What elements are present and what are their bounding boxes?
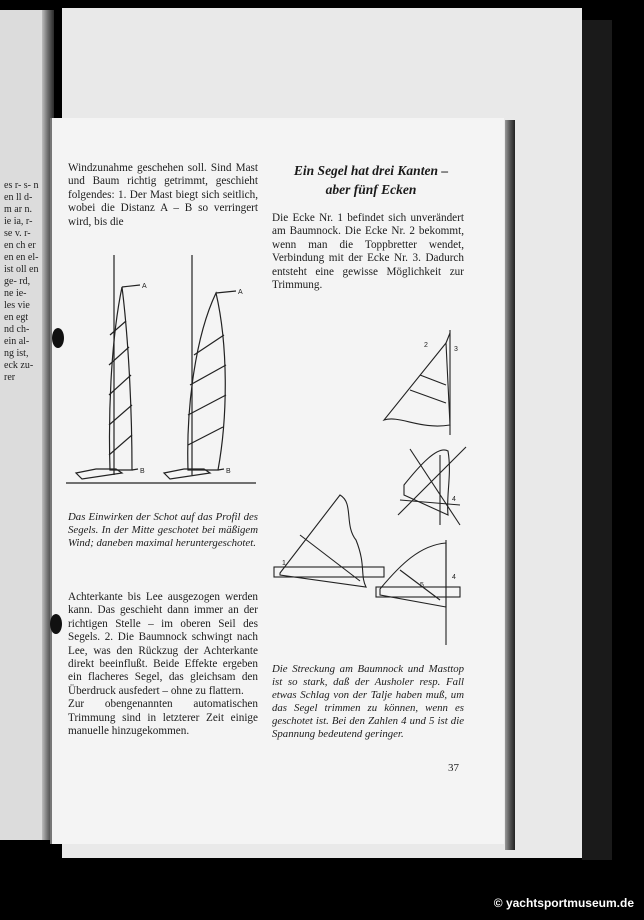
binder-hole-top — [52, 328, 64, 348]
copyright-watermark: © yachtsportmuseum.de — [493, 896, 634, 910]
left-figure-caption: Das Einwirken der Schot auf das Profil des Segels. In der Mitte geschotet bei mäßigem Wind; daneben maximal heruntergeschotet. — [68, 511, 258, 549]
page-edge-shadow — [505, 120, 515, 850]
binder-hole-bottom — [50, 614, 62, 634]
sail-profile-figure — [66, 255, 262, 490]
label-a-left: A — [142, 283, 147, 290]
left-page-text-fragments: es r- s- n en ll d- m ar n. ie ia, r- se v. r- en ch er en en el- ist oll en ge- rd, ne ie- les vie en egt nd ch- ein al- ng ist, eck zu- rer — [4, 180, 39, 383]
left-text-column — [68, 162, 258, 229]
label-a-right: A — [238, 289, 243, 296]
heading-line-1: Ein Segel hat drei Kanten – — [293, 163, 449, 178]
right-figure-caption: Die Streckung am Baumnock und Masttop ist so stark, daß der Ausholer resp. Fall etwas Schlag von der Talje haben muß, um das Segel trimmen zu können, wenn es geschotet ist. Bei den Zahlen 4 und 5 ist die Spannung bedeutend geringer. — [272, 663, 464, 740]
sail-right — [188, 293, 226, 470]
page-number: 37 — [448, 762, 459, 774]
middle-sail-detail — [404, 450, 449, 515]
label-4-lower: 4 — [452, 574, 456, 581]
label-4-middle: 4 — [452, 496, 456, 503]
left-paragraph-2: Achterkante bis Lee ausgezogen werden kann. Das geschieht dann immer an der richtigen Stelle – im oberen Seil des Segels. 2. Die Baumnock schwingt nach Lee, was den Rückzug der Achterkante direkt beeinflußt. Beide Effekte ergeben ein flacheres Segel, das gleichsam den Überdruck ausfedert – ohne zu flattern. — [68, 591, 258, 697]
sail-corners-figure — [270, 325, 470, 655]
section-heading — [276, 161, 466, 199]
right-text-column — [272, 212, 464, 292]
right-paragraph-1: Die Ecke Nr. 1 befindet sich unverändert am Baumnock. Die Ecke Nr. 2 bekommt, wenn man die Toppbretter wendet, Verbindung mit der Ecke Nr. 3. Dadurch entsteht eine gewisse Möglichkeit zur Trimmung. — [272, 212, 464, 292]
lower-right-boom — [376, 587, 460, 597]
background-page-edge — [582, 20, 612, 860]
left-paragraph-1: Windzunahme geschehen soll. Sind Mast und Baum richtig getrimmt, geschieht folgendes: 1. Der Mast biegt sich seitlich, wobei die Distanz A – B so verringert wird, bis die — [68, 162, 258, 228]
label-b-left: B — [140, 468, 145, 475]
label-1: 1 — [282, 560, 286, 567]
label-3: 3 — [454, 346, 458, 353]
lower-left-boom — [274, 567, 384, 577]
top-sail — [384, 343, 450, 426]
left-paragraph-3: Zur obengenannten automatischen Trimmung sind in letzterer Zeit einige manuelle hinzugekommen. — [68, 698, 258, 738]
heading-line-2: aber fünf Ecken — [325, 182, 417, 197]
sail-left — [110, 287, 133, 470]
label-5: 5 — [420, 582, 424, 589]
label-2: 2 — [424, 342, 428, 349]
left-text-column-lower — [68, 591, 258, 738]
label-b-right: B — [226, 468, 231, 475]
lower-left-sail — [280, 495, 366, 587]
